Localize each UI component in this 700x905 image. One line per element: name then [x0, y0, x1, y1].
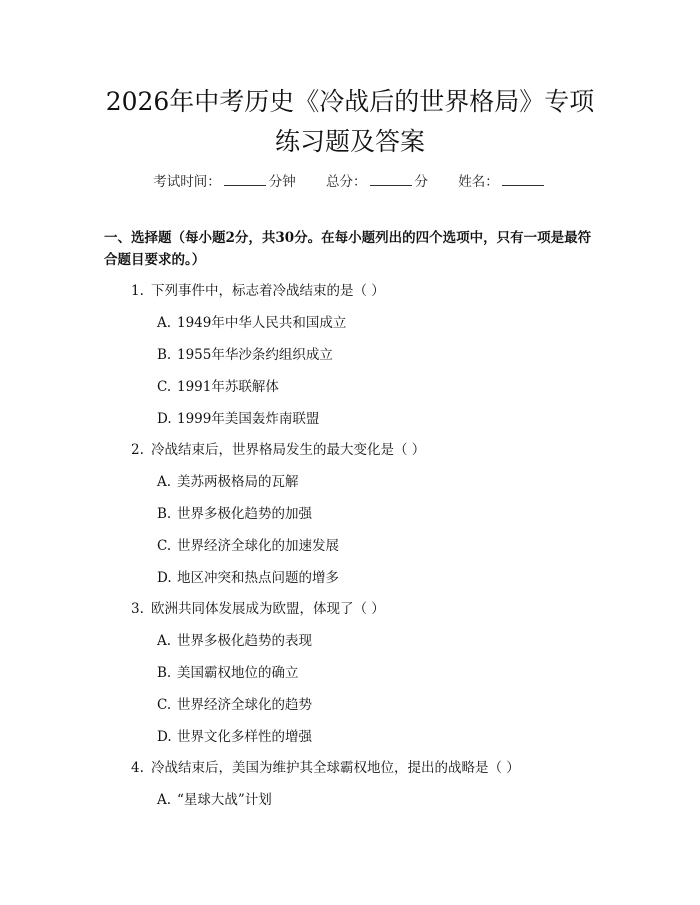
document-title-line-1: 2026年中考历史《冷战后的世界格局》专项 [105, 87, 595, 116]
document-title-line-2: 练习题及答案 [274, 127, 425, 156]
time-unit: 分钟 [268, 174, 296, 190]
name-blank [502, 174, 544, 186]
question-number: 1. [131, 283, 144, 299]
time-blank [224, 174, 266, 186]
question-text: 欧洲共同体发展成为欧盟，体现了（ ） [151, 601, 385, 617]
time-label: 考试时间： [153, 174, 221, 190]
question-2-option-d [157, 569, 339, 587]
question-1-option-a [157, 314, 346, 332]
option-letter: A. [157, 315, 172, 331]
option-text: 美国霸权地位的确立 [177, 665, 299, 681]
exam-name [458, 170, 547, 190]
option-letter: C. [157, 379, 172, 395]
option-letter: B. [157, 506, 172, 522]
question-2-option-a [157, 473, 299, 491]
option-text: 世界多极化趋势的表现 [177, 633, 312, 649]
question-3-option-b [157, 664, 299, 682]
option-letter: A. [157, 474, 172, 490]
option-text: 世界经济全球化的趋势 [177, 697, 312, 713]
question-3-option-c [157, 696, 312, 714]
option-text: 地区冲突和热点问题的增多 [177, 570, 339, 586]
option-text: 1999年美国轰炸南联盟 [177, 411, 320, 427]
option-text: 1955年华沙条约组织成立 [177, 347, 333, 363]
score-label: 总分： [326, 174, 367, 190]
question-text: 冷战结束后，美国为维护其全球霸权地位，提出的战略是（ ） [151, 760, 520, 776]
section-heading: 一、选择题（每小题2分，共30分。在每小题列出的四个选项中，只有一项是最符合题目要求的。） [104, 230, 592, 268]
option-letter: A. [157, 633, 172, 649]
question-4-option-a [157, 791, 272, 809]
exam-meta [0, 170, 700, 190]
option-letter: A. [157, 792, 172, 808]
question-3-option-a [157, 632, 312, 650]
question-1-option-c [157, 378, 279, 396]
option-letter: D. [157, 570, 172, 586]
option-letter: B. [157, 665, 172, 681]
option-text: 世界多极化趋势的加强 [177, 506, 312, 522]
question-1-option-d [157, 410, 319, 428]
option-letter: D. [157, 411, 172, 427]
question-4 [131, 759, 520, 777]
option-text: 1991年苏联解体 [177, 379, 279, 395]
option-letter: D. [157, 729, 172, 745]
option-letter: C. [157, 697, 172, 713]
question-number: 2. [131, 442, 144, 458]
option-text: 1949年中华人民共和国成立 [177, 315, 347, 331]
question-2 [131, 441, 425, 459]
question-number: 3. [131, 601, 144, 617]
question-1-option-b [157, 346, 333, 364]
question-2-option-b [157, 505, 312, 523]
option-letter: B. [157, 347, 172, 363]
question-3-option-d [157, 728, 312, 746]
option-letter: C. [157, 538, 172, 554]
exam-score [326, 170, 428, 190]
question-text: 冷战结束后，世界格局发生的最大变化是（ ） [151, 442, 426, 458]
option-text: 世界文化多样性的增强 [177, 729, 312, 745]
question-3 [131, 600, 385, 618]
option-text: “星球大战”计划 [177, 792, 272, 808]
option-text: 世界经济全球化的加速发展 [177, 538, 339, 554]
name-label: 姓名： [458, 174, 499, 190]
question-2-option-c [157, 537, 339, 555]
question-text: 下列事件中，标志着冷战结束的是（ ） [151, 283, 385, 299]
question-number: 4. [131, 760, 144, 776]
score-blank [370, 174, 412, 186]
exam-time [153, 170, 296, 190]
question-1 [131, 282, 385, 300]
score-unit: 分 [414, 174, 428, 190]
option-text: 美苏两极格局的瓦解 [177, 474, 299, 490]
